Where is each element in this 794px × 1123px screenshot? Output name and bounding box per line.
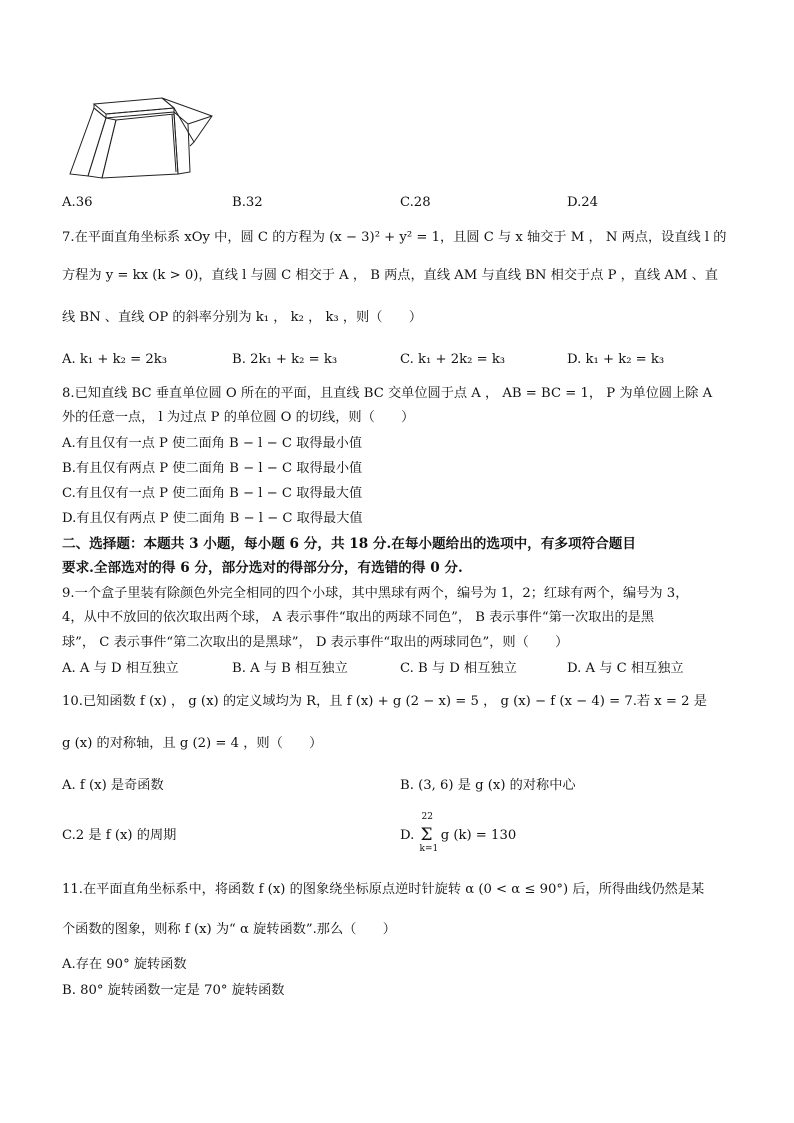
q7-text-line1: 7.在平面直角坐标系 xOy 中，圆 C 的方程为 (x − 3)² + y² = 1，且圆 C 与 x 轴交于 M ， N 两点，设直线 l 的 [62, 230, 727, 245]
q11-option-a[interactable]: A.存在 90° 旋转函数 [62, 957, 187, 972]
q9-text-line1: 9.一个盒子里装有除颜色外完全相同的四个小球，其中黑球有两个，编号为 1，2；红球有两个，编号为 3， [62, 586, 689, 601]
q9-option-a[interactable]: A. A 与 D 相互独立 [62, 661, 179, 676]
sigma-glyph: Σ [420, 825, 433, 845]
left-inner-panel [88, 118, 116, 178]
q6-option-d[interactable]: D.24 [567, 195, 599, 210]
front-face [102, 114, 178, 178]
q10-option-d-body: g (k) = 130 [440, 828, 517, 843]
q9-option-b[interactable]: B. A 与 B 相互独立 [232, 661, 348, 676]
q6-options [62, 193, 742, 213]
q11-text-line2: 个函数的图象，则称 f (x) 为“ α 旋转函数”.那么（ ） [62, 922, 396, 937]
summation-symbol [419, 812, 439, 854]
q11-text-line1: 11.在平面直角坐标系中，将函数 f (x) 的图象绕坐标原点逆时针旋转 α (0 < α ≤ 90°) 后，所得曲线仍然是某 [62, 882, 705, 897]
section2-heading-line2: 要求.全部选对的得 6 分，部分选对的得部分分，有选错的得 0 分. [62, 560, 463, 576]
q9-option-d[interactable]: D. A 与 C 相互独立 [567, 661, 684, 676]
q10-options-row2 [62, 812, 742, 854]
q8-option-b[interactable]: B.有且仅有两点 P 使二面角 B − l − C 取得最小值 [62, 461, 363, 476]
q10-option-b[interactable]: B. (3, 6) 是 g (x) 的对称中心 [400, 778, 576, 793]
q7-text-line2: 方程为 y = kx (k > 0)，直线 l 与圆 C 相交于 A ， B 两点，直线 AM 与直线 BN 相交于点 P ，直线 AM 、直 [62, 268, 718, 283]
q10-text-line1: 10.已知函数 f (x) ， g (x) 的定义域均为 R，且 f (x) + g (2 − x) = 5 ， g (x) − f (x − 4) = 7.若 x = 2 是 [62, 694, 707, 709]
q7-option-d[interactable]: D. k₁ + k₂ = k₃ [567, 352, 665, 367]
q6-option-c[interactable]: C.28 [400, 195, 431, 210]
q7-text-line3: 线 BN 、直线 OP 的斜率分别为 k₁ ， k₂ ， k₃ ，则（ ） [62, 310, 423, 325]
q9-text-line3: 球”， C 表示事件“第二次取出的是黑球”， D 表示事件“取出的两球同色”，则（ ） [62, 635, 569, 650]
q10-option-d-prefix: D. [400, 828, 415, 843]
right-flap [162, 98, 212, 142]
summation-lower-limit: k=1 [419, 844, 439, 854]
q10-option-d[interactable] [400, 812, 517, 854]
q11-option-b[interactable]: B. 80° 旋转函数一定是 70° 旋转函数 [62, 983, 285, 998]
polyhedron-figure [66, 94, 216, 180]
q7-options [62, 350, 742, 370]
q10-option-a[interactable]: A. f (x) 是奇函数 [62, 778, 164, 793]
q9-text-line2: 4，从中不放回的依次取出两个球， A 表示事件“取出的两球不同色”， B 表示事件“第一次取出的是黑 [62, 610, 655, 625]
q8-text-line2: 外的任意一点， l 为过点 P 的单位圆 O 的切线，则（ ） [62, 410, 415, 425]
q8-text-line1: 8.已知直线 BC 垂直单位圆 O 所在的平面，且直线 BC 交单位圆于点 A ， AB = BC = 1， P 为单位圆上除 A [62, 386, 713, 401]
q7-option-b[interactable]: B. 2k₁ + k₂ = k₃ [232, 352, 338, 367]
summation-upper-limit: 22 [421, 812, 433, 822]
q10-options-row1 [62, 776, 742, 796]
section2-heading-line1: 二、选择题：本题共 3 小题，每小题 6 分，共 18 分.在每小题给出的选项中，有多项符合题目 [62, 536, 636, 552]
q6-option-b[interactable]: B.32 [232, 195, 263, 210]
q10-option-c[interactable]: C.2 是 f (x) 的周期 [62, 828, 177, 843]
left-panel [70, 108, 106, 176]
q8-option-c[interactable]: C.有且仅有一点 P 使二面角 B − l − C 取得最大值 [62, 486, 363, 501]
q7-option-c[interactable]: C. k₁ + 2k₂ = k₃ [400, 352, 506, 367]
q8-option-d[interactable]: D.有且仅有两点 P 使二面角 B − l − C 取得最大值 [62, 511, 363, 526]
q7-option-a[interactable]: A. k₁ + k₂ = 2k₃ [62, 352, 167, 367]
top-face-edge [106, 108, 174, 118]
q9-options [62, 659, 742, 679]
q8-option-a[interactable]: A.有且仅有一点 P 使二面角 B − l − C 取得最小值 [62, 436, 363, 451]
q9-option-c[interactable]: C. B 与 D 相互独立 [400, 661, 517, 676]
q6-option-a[interactable]: A.36 [62, 195, 93, 210]
q10-text-line2: g (x) 的对称轴，且 g (2) = 4 ，则（ ） [62, 736, 323, 751]
